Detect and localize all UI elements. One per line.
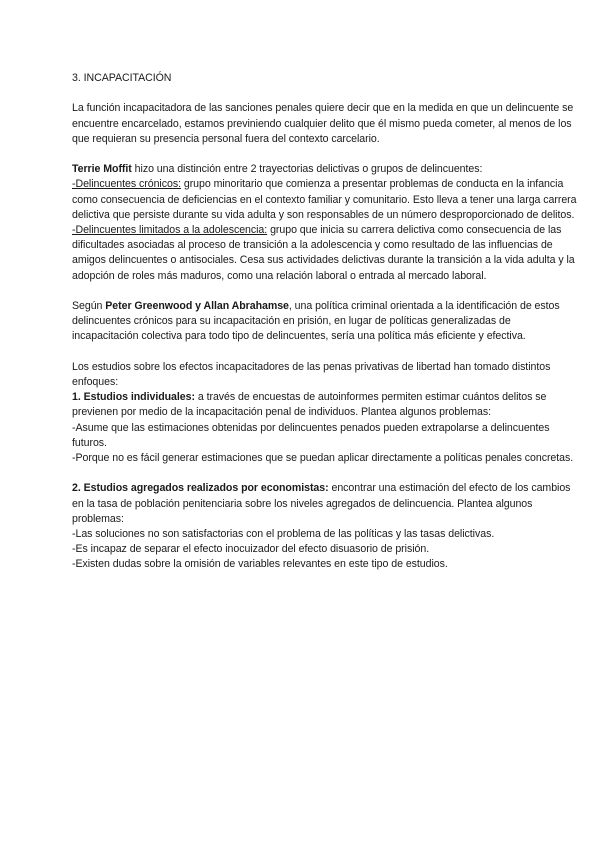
greenwood-names: Peter Greenwood y Allan Abrahamse — [105, 300, 289, 312]
adolescent-offenders-text: grupo que inicia su carrera delictiva como consecuencia de las dificultades asociadas al proceso de transición a la adolescencia y como resultado de las influencias de amigos delincuentes o antisociales. Cesa sus actividades delictivas durante la transición a la vida adulta y la adopción de roles más maduros, como una relación laboral o entrada al mercado laboral. — [72, 224, 575, 282]
chronic-offenders-text: grupo minoritario que comienza a presentar problemas de conducta en la infancia como consecuencia de deficiencias en el contexto familiar y comunitario. Esto lleva a tener una larga carrera delictiva que persiste durante su vida adulta y son responsables de un número desproporcionado de delitos. — [72, 178, 577, 221]
individual-studies-paragraph — [72, 390, 580, 420]
individual-studies-text: a través de encuestas de autoinformes permiten estimar cuántos delitos se previenen por medio de la incapacitación penal de individuos. Plantea algunos problemas: — [72, 391, 547, 419]
adolescent-offenders-label: -Delincuentes limitados a la adolescencia: — [72, 224, 268, 236]
greenwood-paragraph — [72, 299, 580, 345]
section-title: 3. INCAPACITACIÓN — [72, 72, 172, 84]
adolescent-offenders-paragraph — [72, 223, 580, 284]
aggregate-problem-item: -Las soluciones no son satisfactorias con el problema de las políticas y las tasas delictivas. — [72, 528, 495, 541]
aggregate-studies-paragraph — [72, 481, 580, 527]
greenwood-text: , una política criminal orientada a la identificación de estos delincuentes crónicos para su incapacitación en prisión, en lugar de políticas generalizadas de incapacitación colectiva para todo tipo de delincuentes, sería una política más eficiente y efectiva. — [72, 300, 560, 343]
individual-problem-item: -Asume que las estimaciones obtenidas por delincuentes penados pueden extrapolarse a delincuentes futuros. — [72, 421, 550, 449]
individual-studies-label: 1. Estudios individuales: — [72, 391, 195, 404]
intro-paragraph: La función incapacitadora de las sanciones penales quiere decir que en la medida en que un delincuente se encuentre encarcelado, estamos previniendo cualquier delito que él mismo pueda cometer, al menos de los que requieran su presencia personal fuera del contexto carcelario. — [72, 102, 574, 145]
chronic-offenders-label: -Delincuentes crónicos: — [72, 178, 181, 191]
aggregate-problem-item: -Es incapaz de separar el efecto inocuizador del efecto disuasorio de prisión. — [72, 543, 430, 556]
moffitt-paragraph — [72, 162, 580, 177]
aggregate-studies-label: 2. Estudios agregados realizados por economistas: — [72, 482, 329, 495]
chronic-offenders-paragraph — [72, 177, 580, 223]
studies-intro: Los estudios sobre los efectos incapacitadores de las penas privativas de libertad han tomado distintos enfoques: — [72, 360, 551, 388]
moffitt-lead: hizo una distinción entre 2 trayectorias delictivas o grupos de delincuentes: — [131, 163, 483, 176]
aggregate-problem-item: -Existen dudas sobre la omisión de variables relevantes en este tipo de estudios. — [72, 558, 448, 571]
greenwood-prefix: Según — [72, 300, 106, 312]
individual-problem-item: -Porque no es fácil generar estimaciones que se puedan aplicar directamente a políticas penales concretas. — [72, 452, 574, 465]
moffitt-name: Terrie Moffit — [72, 163, 132, 176]
aggregate-studies-text: encontrar una estimación del efecto de los cambios en la tasa de población penitenciaria sobre los niveles agregados de delincuencia. Plantea algunos problemas: — [72, 482, 571, 525]
